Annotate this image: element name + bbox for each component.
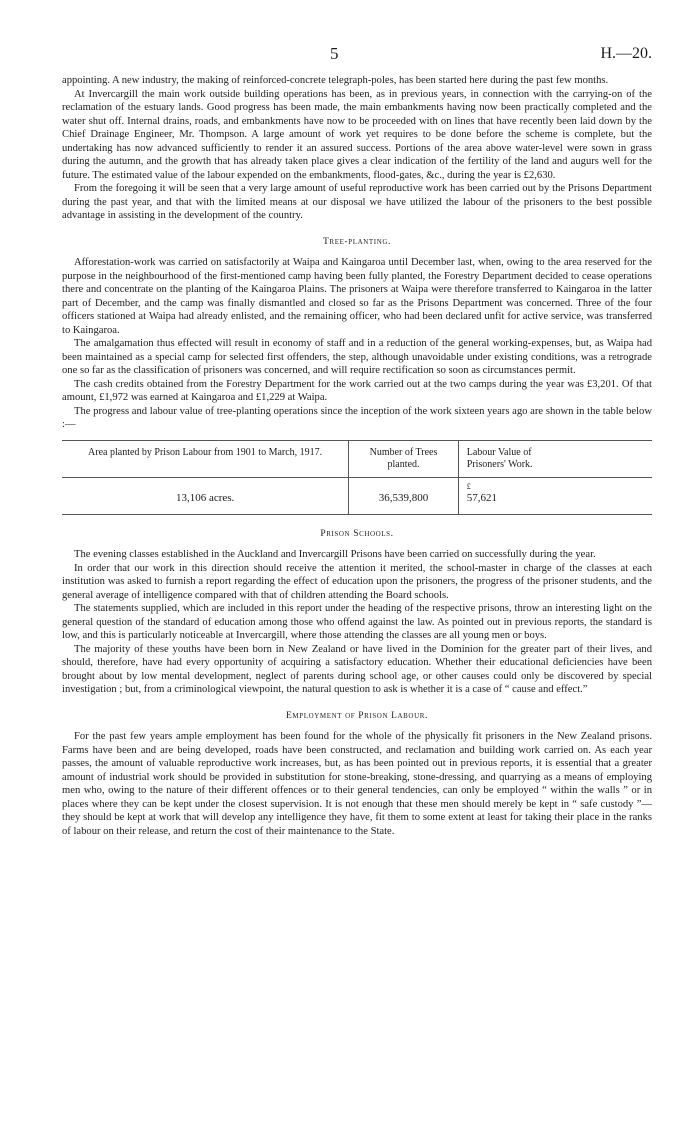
paragraph: The amalgamation thus effected will result in economy of staff and in a reduction of the general working-expenses, but, as Waipa had been maintained as a special camp for selected first offenders, the step, although unavoidable under existing conditions, was a retrograde one so far as the classification of prisoners was concerned, and will require rectification so soon as circumstances permit. bbox=[62, 338, 652, 376]
paragraph: Afforestation-work was carried on satisfactorily at Waipa and Kaingaroa until December last, when, owing to the area reserved for the purpose in the neighbourhood of the first-mentioned camp having been fully planted, the Forestry Department decided to cease operations there and concentrate on the planting of the Kaingaroa Plains. The prisoners at Waipa were therefore transferred to Kaingaroa in the latter part of December, and the camp was finally dismantled and closed so far as the Prisons Department was concerned. Three of the four officers stationed at Waipa had already enlisted, and the remaining officer, who had been declared unfit for active service, was transferred to Kaingaroa. bbox=[62, 257, 652, 336]
document-reference: H.—20. bbox=[600, 45, 652, 62]
table-row bbox=[62, 492, 652, 515]
paragraph: For the past few years ample employment has been found for the whole of the physically fit prisoners in the New Zealand prisons. Farms have been and are being developed, roads have been constructed, and reclamation and building work carried on. As each year passes, the amount of valuable reproductive work increases, but, as has been pointed out in previous reports, it is essential that a greater amount of industrial work should be provided in substitution for stone-breaking, stone-dressing, and quarrying as a means of employing men who, owing to the nature of their different offences or to their general tendencies, can only be employed “ within the walls ” or in places where they can be kept under the closest supervision. It is not enough that these men should merely be kept in “ safe custody ”—they should be kept at work that will develop any intelligence they have, fit them to some extent at least for taking their place in the ranks of labour on their release, and return the cost of their maintenance to the State. bbox=[62, 731, 652, 837]
paragraph: From the foregoing it will be seen that a very large amount of useful reproductive work has been carried out by the Prisons Department during the past year, and that with the limited means at our disposal we have utilized the labour of the prisoners to the best possible advantage in assisting in the development of the country. bbox=[62, 183, 652, 221]
table-cell-trees: 36,539,800 bbox=[349, 492, 459, 515]
paragraph: At Invercargill the main work outside building operations has been, as in previous years, in connection with the carrying-on of the reclamation of the estuary lands. Good progress has been made, the main embankments having now been practically completed and the water shut off. Internal drains, roads, and embankments have now to be proceeded with on lines that have recently been laid down by the Chief Drainage Engineer, Mr. Thompson. A large amount of work yet requires to be done before the scheme is complete, but the undertaking has now advanced sufficiently to render it an assured success. Portions of the area above water-level were sown in grass during the autumn, and the growth that has already taken place gives a clear indication of the fertility of the land and augurs well for the future. The estimated value of the labour expended on the embankments, flood-gates, &c., during the year is £2,630. bbox=[62, 88, 652, 181]
page-number: 5 bbox=[330, 44, 339, 63]
page-header bbox=[62, 44, 652, 74]
section-heading-tree-planting: Tree-planting. bbox=[323, 236, 391, 247]
document-page bbox=[62, 44, 652, 838]
table-header-value: Labour Value of Prisoners' Work. bbox=[466, 446, 533, 470]
paragraph: appointing. A new industry, the making of reinforced-concrete telegraph-poles, has been started here during the past few months. bbox=[62, 75, 609, 86]
paragraph: In order that our work in this direction should receive the attention it merited, the school-master in charge of the classes at each institution was asked to furnish a report regarding the effect of education upon the prisoners, the progress of the prisoner students, and the general average of intelligence compared with that of children attending the Board schools. bbox=[62, 562, 652, 601]
paragraph: The cash credits obtained from the Forestry Department for the work carried out at the two camps during the year was £3,201. Of that amount, £1,972 was earned at Kaingaroa and £1,229 at Waipa. bbox=[62, 378, 652, 403]
tree-planting-table bbox=[62, 440, 652, 515]
paragraph: The statements supplied, which are included in this report under the heading of the respective prisons, throw an interesting light on the general question of the standard of education among those who offend against the law. As pointed out in previous reports, the standard is low, and this is particularly noticeable at Invercargill, where those attending the classes are all young men or boys. bbox=[62, 603, 652, 641]
currency-unit: £ bbox=[466, 481, 471, 491]
table-unit-row bbox=[62, 477, 652, 492]
table-header-row bbox=[62, 440, 652, 477]
paragraph: The evening classes established in the Auckland and Invercargill Prisons have been carried on successfully during the year. bbox=[74, 549, 596, 560]
table-cell-area: 13,106 acres. bbox=[62, 492, 349, 515]
table-header-area: Area planted by Prison Labour from 1901 to March, 1917. bbox=[62, 440, 349, 477]
table-cell-value: 57,621 bbox=[466, 491, 497, 504]
section-heading-employment: Employment of Prison Labour. bbox=[286, 710, 428, 721]
paragraph: The progress and labour value of tree-planting operations since the inception of the work sixteen years ago are shown in the table below :— bbox=[62, 405, 652, 430]
paragraph: The majority of these youths have been born in New Zealand or have lived in the Dominion for the greater part of their lives, and should, therefore, have had every opportunity of acquiring a satisfactory education. Whether their educational deficiencies have been brought about by low mental development, neglect of parents during school age, or other causes could only be discovered by special investigation ; but, from a criminological viewpoint, the natural question to ask is whether it is a case of “ cause and effect.” bbox=[62, 643, 652, 695]
table-header-trees: Number of Trees planted. bbox=[349, 440, 459, 477]
section-heading-prison-schools: Prison Schools. bbox=[320, 528, 394, 539]
